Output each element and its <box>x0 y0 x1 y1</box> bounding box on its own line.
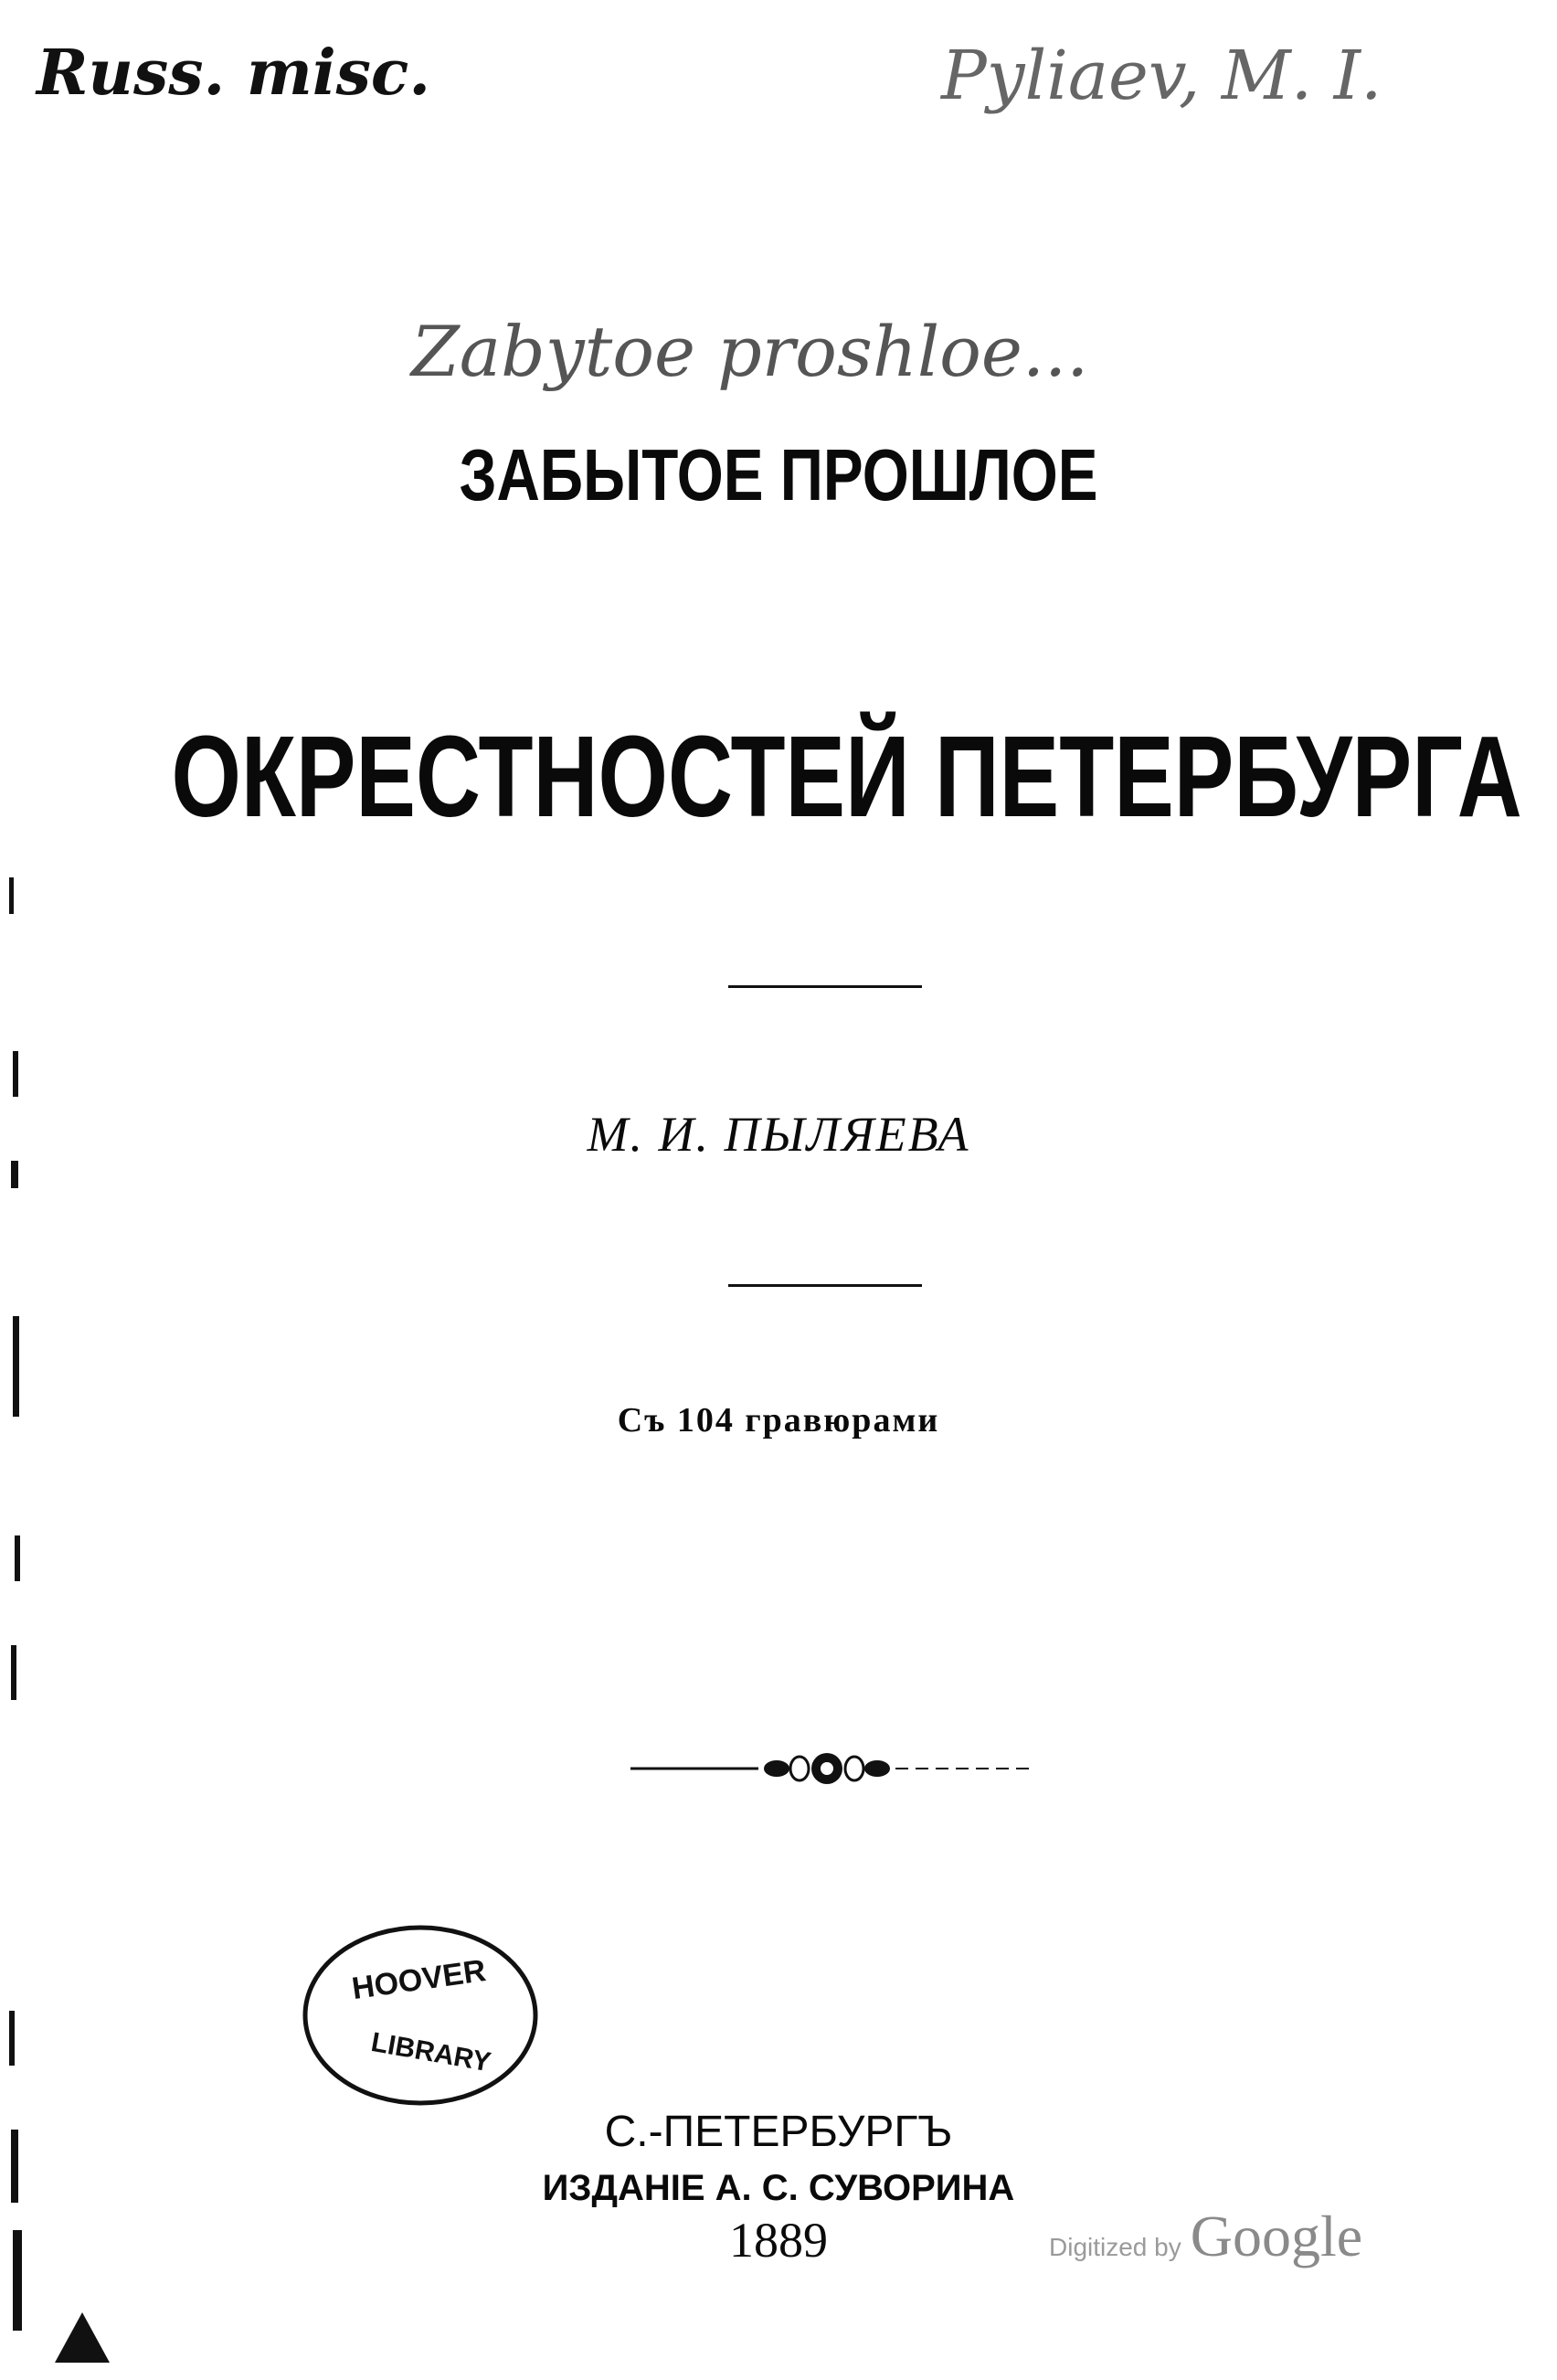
page-edge-mark <box>11 1161 18 1188</box>
imprint-publisher: ИЗДАНІЕ А. С. СУВОРИНА <box>542 2168 1015 2208</box>
title-line-2: ОКРЕСТНОСТЕЙ ПЕТЕРБУРГА <box>171 712 1522 841</box>
imprint-year: 1889 <box>729 2213 828 2268</box>
digitized-watermark <box>1049 2203 1362 2270</box>
illustrations-note: Съ 104 гравюрами <box>617 1401 940 1440</box>
page-edge-mark <box>9 2011 15 2066</box>
stamp-top-text: HOOVER <box>349 1953 489 2007</box>
divider-rule-2 <box>728 1284 922 1287</box>
page-edge-mark <box>13 2230 22 2331</box>
google-logo: Google <box>1190 2204 1363 2268</box>
handwritten-note-top-right: Pyliaev, M. I. <box>941 37 1382 115</box>
page-edge-mark <box>13 1316 19 1417</box>
title-line-1: ЗАБЫТОЕ ПРОШЛОЕ <box>459 434 1098 515</box>
library-stamp <box>292 1915 548 2116</box>
digitized-prefix: Digitized by <box>1049 2233 1181 2261</box>
page-edge-mark <box>11 2130 18 2203</box>
ornament-divider <box>621 1741 1042 1796</box>
page-edge-mark <box>9 877 14 914</box>
page-corner-mark <box>55 2312 110 2363</box>
handwritten-note-above-title: Zabytoe proshloe... <box>411 311 1089 392</box>
page-edge-mark <box>15 1535 20 1581</box>
handwritten-note-top-left: Russ. misc. <box>37 37 431 110</box>
page-edge-mark <box>13 1051 18 1097</box>
author-name: М. И. ПЫЛЯЕВА <box>587 1107 970 1162</box>
imprint-city: С.-ПЕТЕРБУРГЪ <box>604 2108 953 2156</box>
divider-rule-1 <box>728 985 922 988</box>
page-edge-mark <box>11 1645 16 1700</box>
stamp-bottom-text: LIBRARY <box>368 2026 493 2078</box>
